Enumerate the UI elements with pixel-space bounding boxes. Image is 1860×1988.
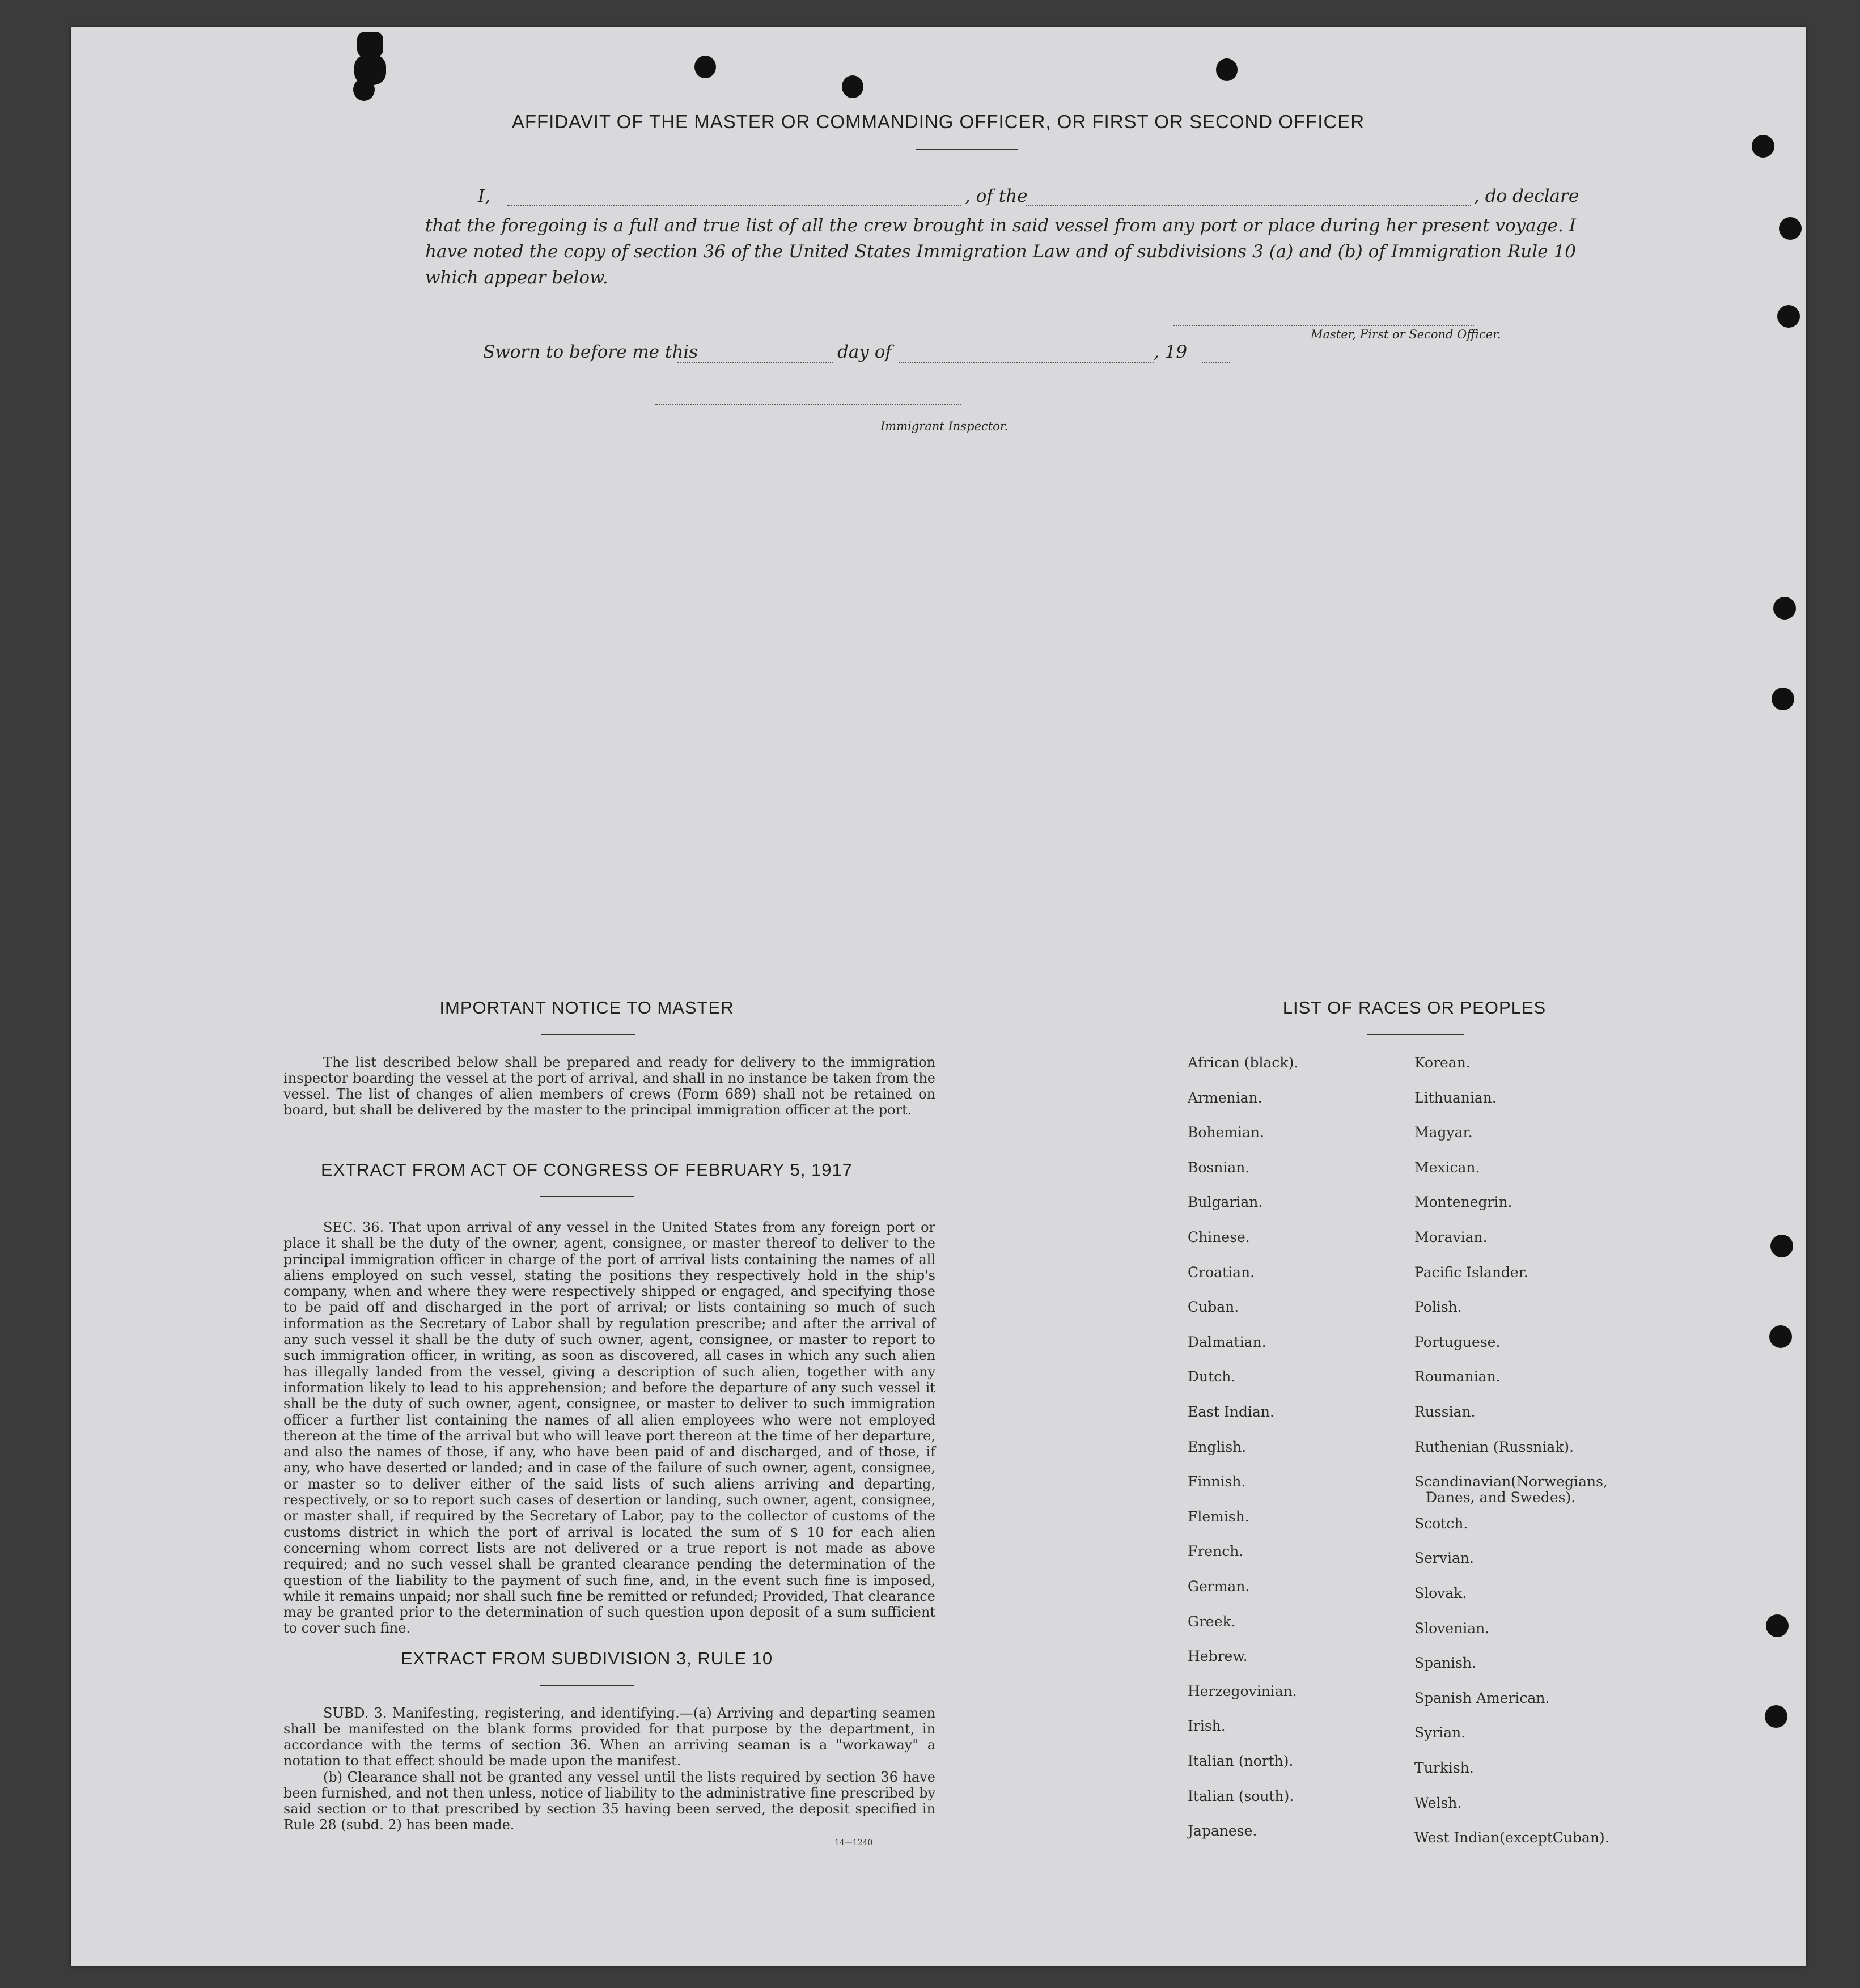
notice-title: IMPORTANT NOTICE TO MASTER	[439, 998, 734, 1018]
race-item: Italian (south).	[1188, 1787, 1294, 1804]
punch-hole	[357, 32, 383, 57]
punch-hole	[1770, 1235, 1793, 1257]
race-item: Bosnian.	[1188, 1159, 1250, 1176]
title-rule	[916, 149, 1018, 150]
race-item: Cuban.	[1188, 1299, 1239, 1316]
race-item: Roumanian.	[1414, 1368, 1501, 1385]
race-item: Montenegrin.	[1414, 1194, 1512, 1211]
act-text: SEC. 36. That upon arrival of any vessel in the United States from any foreign port or place it shall be the duty of the owner, agent, consignee, or master thereof to deliver to the principal immigration officer in charge of the port of arrival lists containing the names of all aliens employed on such vessel, stating the positions they respectively hold in the ship's company, when and where they were respectively shipped or engaged, and specifying those to be paid off and discharged in the port of arrival; or lists containing so much of such information as the Secretary of Labor shall by regulation prescribe; and after the arrival of any such vessel it shall be the duty of such owner, agent, consignee, or master to report to such immigration officer, in writing, as soon as discovered, all cases in which any such alien has illegally landed from the vessel, giving a description of such alien, together with any information likely to lead to his apprehension; and before the departure of any such vessel it shall be the duty of such owner, agent, consignee, or master to deliver to such immigration officer a further list containing the names of all alien employees who were not employed thereon at the time of the arrival but who will leave port thereon at the time of her departure, and also the names of those, if any, who have been paid of and discharged, and of those, if any, who have deserted or landed; and in case of the failure of such owner, agent, consignee, or master so to deliver either of the said lists of such aliens arriving and departing, respectively, or so to report such cases of desertion or landing, such owner, agent, consignee, or master shall, if required by the Secretary of Labor, pay to the collector of customs of the customs district in which the port of arrival is located the sum of $ 10 for each alien concerning whom correct lists are not delivered or a true report is not made as above required; and no such vessel shall be granted clearance pending the determination of the question of the liability to the payment of such fine, and, in the event such fine is imposed, while it remains unpaid; nor shall such fine be remitted or refunded; Provided, That clearance may be granted prior to the determination of such question upon deposit of a sum sufficient to cover such fine.	[283, 1219, 935, 1637]
punch-hole	[1772, 688, 1794, 710]
race-item: Croatian.	[1188, 1264, 1255, 1281]
day-of-label: day of	[837, 342, 892, 362]
race-item: Mexican.	[1414, 1159, 1480, 1176]
inspector-caption: Immigrant Inspector.	[880, 419, 1009, 433]
rule-text-b: (b) Clearance shall not be granted any vessel until the lists required by section 36 have been furnished, and not then unless, notice of liability to the administrative fine prescribed by said section or to that prescribed by section 35 having been served, the deposit specified in Rule 28 (subd. 2) has been made.	[283, 1769, 935, 1833]
officer-caption: Master, First or Second Officer.	[1311, 328, 1501, 341]
affidavit-title: AFFIDAVIT OF THE MASTER OR COMMANDING OFFICER, OR FIRST OR SECOND OFFICER	[511, 111, 1365, 132]
document-sheet	[71, 27, 1806, 1966]
race-item: Korean.	[1414, 1054, 1471, 1071]
race-item: Polish.	[1414, 1299, 1462, 1316]
race-item: Magyar.	[1414, 1124, 1473, 1141]
race-item: Lithuanian.	[1414, 1089, 1497, 1106]
race-item: Danes, and Swedes).	[1426, 1489, 1576, 1506]
race-item: Portuguese.	[1414, 1333, 1501, 1350]
punch-hole	[353, 78, 375, 101]
rule-text-a: SUBD. 3. Manifesting, registering, and identifying.—(a) Arriving and departing seamen shall be manifested on the blank forms provided for that purpose by the department, in accordance with the terms of section 36. When an arriving seaman is a "workaway" a notation to that effect should be made upon the manifest.	[283, 1705, 935, 1769]
race-item: German.	[1188, 1578, 1250, 1595]
rule-title: EXTRACT FROM SUBDIVISION 3, RULE 10	[400, 1648, 773, 1668]
race-item: Slovenian.	[1414, 1620, 1490, 1637]
punch-hole	[1766, 1614, 1789, 1637]
race-item: Japanese.	[1188, 1822, 1257, 1839]
race-item: Ruthenian (Russniak).	[1414, 1438, 1574, 1455]
rule-rule	[540, 1685, 634, 1686]
race-item: Turkish.	[1414, 1760, 1474, 1776]
inspector-signature-field[interactable]	[655, 404, 961, 405]
race-item: Syrian.	[1414, 1724, 1466, 1741]
sworn-day-field[interactable]	[677, 362, 833, 363]
race-item: East Indian.	[1188, 1404, 1274, 1420]
race-item: Scotch.	[1414, 1515, 1468, 1532]
race-item: Finnish.	[1188, 1473, 1246, 1490]
form-number: 14—1240	[834, 1838, 873, 1847]
race-item: Bohemian.	[1188, 1124, 1264, 1141]
race-item: Italian (north).	[1188, 1753, 1294, 1769]
race-item: West Indian(exceptCuban).	[1414, 1829, 1609, 1846]
race-item: Flemish.	[1188, 1508, 1249, 1525]
race-item: Russian.	[1414, 1404, 1476, 1420]
sworn-month-field[interactable]	[899, 362, 1154, 363]
punch-hole	[1777, 305, 1800, 328]
race-item: Pacific Islander.	[1414, 1264, 1528, 1281]
race-item: Servian.	[1414, 1550, 1474, 1567]
punch-hole	[1773, 597, 1796, 620]
race-item: Greek.	[1188, 1613, 1236, 1630]
race-item: English.	[1188, 1438, 1247, 1455]
declaration-text: that the foregoing is a full and true list of all the crew brought in said vessel from any port or place during her present voyage. I have noted the copy of section 36 of the United States Immigration Law and of subdivisions 3 (a) and (b) of Immigration Rule 10 which appear below.	[425, 215, 1576, 288]
act-rule	[540, 1196, 634, 1197]
race-item: Spanish.	[1414, 1655, 1477, 1672]
act-title: EXTRACT FROM ACT OF CONGRESS OF FEBRUARY 5, 1917	[320, 1160, 853, 1180]
race-item: French.	[1188, 1543, 1244, 1560]
year-label: , 19	[1154, 342, 1188, 362]
race-item: Bulgarian.	[1188, 1194, 1263, 1211]
name-field[interactable]	[507, 205, 961, 206]
notice-text: The list described below shall be prepared and ready for delivery to the immigration inspector boarding the vessel at the port of arrival, and shall in no instance be taken from the vessel. The list of changes of alien members of crews (Form 689) shall not be retained on board, but shall be delivered by the master to the principal immigration officer at the port.	[283, 1054, 935, 1118]
punch-hole	[1779, 217, 1802, 240]
punch-hole	[1769, 1325, 1792, 1348]
punch-hole	[1216, 58, 1238, 81]
race-item: Scandinavian(Norwegians,	[1414, 1473, 1608, 1490]
races-rule	[1367, 1034, 1464, 1035]
race-item: Slovak.	[1414, 1585, 1467, 1601]
race-item: Hebrew.	[1188, 1648, 1248, 1665]
race-item: African (black).	[1188, 1054, 1299, 1071]
notice-rule	[541, 1034, 635, 1035]
punch-hole	[1765, 1705, 1787, 1728]
of-the-label: , of the	[965, 186, 1028, 206]
race-item: Dalmatian.	[1188, 1333, 1266, 1350]
race-item: Irish.	[1188, 1718, 1226, 1735]
vessel-field[interactable]	[1026, 205, 1471, 206]
race-item: Spanish American.	[1414, 1689, 1550, 1706]
race-item: Chinese.	[1188, 1229, 1250, 1245]
race-item: Armenian.	[1188, 1089, 1262, 1106]
punch-hole	[842, 75, 863, 98]
races-title: LIST OF RACES OR PEOPLES	[1282, 998, 1547, 1018]
race-item: Dutch.	[1188, 1368, 1236, 1385]
race-item: Moravian.	[1414, 1229, 1488, 1245]
officer-signature-field[interactable]	[1173, 325, 1474, 326]
race-item: Herzegovinian.	[1188, 1682, 1297, 1699]
race-item: Welsh.	[1414, 1794, 1462, 1811]
sworn-year-field[interactable]	[1202, 362, 1230, 363]
sworn-label: Sworn to before me this	[483, 342, 698, 362]
do-declare-label: , do declare	[1474, 186, 1579, 206]
punch-hole	[694, 56, 716, 78]
punch-hole	[1752, 135, 1774, 158]
i-label: I,	[478, 186, 491, 206]
